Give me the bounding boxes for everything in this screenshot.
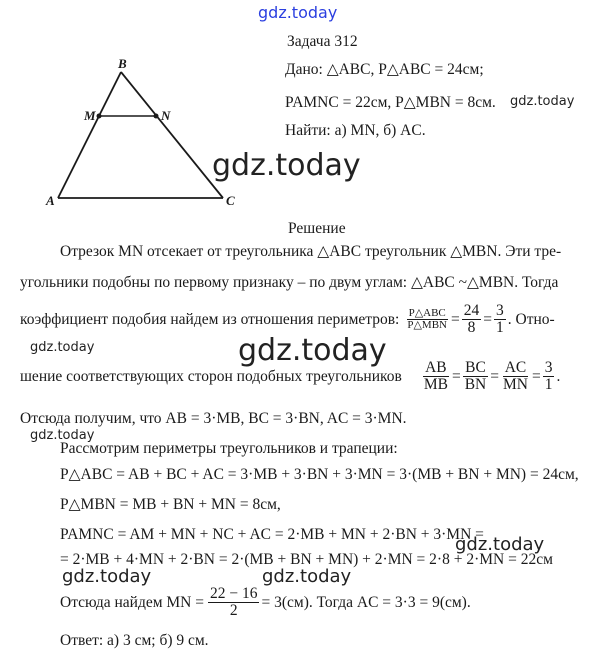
watermark-small-top: gdz.today (510, 94, 575, 109)
watermark-med-1: gdz.today (455, 534, 545, 555)
label-b: B (118, 58, 127, 71)
solution-line-6: Рассмотрим периметры треугольников и трапеции: (60, 440, 398, 457)
fraction-perimeters: $\frac{\text{P△ABC}}{\text{P△MBN}}$ (407, 306, 447, 332)
given-line-2: PAMNC = 22см, P△MBN = 8см. (285, 94, 496, 111)
fraction-mn-result: $\frac{22 - 16}{2}$ (209, 585, 258, 620)
watermark-small-low: gdz.today (30, 428, 95, 443)
find-line: Найти: а) MN, б) AC. (285, 122, 426, 139)
fraction-24-8: $\frac{24}{8}$ (463, 302, 480, 337)
solution-line-1: Отрезок MN отсекает от треугольника △ABC треугольник △MBN. Эти тре- (60, 243, 562, 260)
label-c: C (226, 193, 235, 208)
side-ab (58, 72, 121, 198)
given-line-1: Дано: △ABC, P△ABC = 24см; (285, 61, 484, 78)
label-n: N (161, 108, 171, 123)
solution-line-5: Отсюда получим, что AB = 3·MB, BC = 3·BN, AC = 3·MN. (20, 410, 407, 427)
triangle-figure (38, 58, 248, 210)
watermark-big-2: gdz.today (238, 333, 387, 368)
solution-line-10: = 2·MB + 4·MN + 2·BN = 2·(MB + BN + MN) + 2·MN = 2·8 + 2·MN = 22см (60, 551, 553, 568)
solution-heading: Решение (288, 220, 346, 237)
side-bc (121, 72, 223, 198)
answer-line: Ответ: а) 3 см; б) 9 см. (60, 632, 209, 649)
point-n (154, 114, 159, 119)
solution-line-3: коэффициент подобия найдем из отношения периметров: $\frac{\text{P△ABC}}{\text{P△MBN}}$ = $\frac{24}{8}$ = $\frac{3}{1}$ . Отно- (20, 302, 555, 337)
solution-line-2: угольники подобны по первому признаку – по двум углам: △ABC ~△MBN. Тогда (20, 274, 559, 291)
solution-line-7: P△ABC = AB + BC + AC = 3·MB + 3·BN + 3·MN = 3·(MB + BN + MN) = 24см, (60, 466, 579, 483)
fraction-ab-mb: $\frac{AB}{MB}$ (423, 359, 448, 394)
point-m (97, 114, 102, 119)
watermark-big-1: gdz.today (212, 148, 361, 183)
label-m: M (84, 108, 96, 123)
fraction-ac-mn: $\frac{AC}{MN}$ (502, 359, 528, 394)
solution-line-11: Отсюда найдем MN = $\frac{22 - 16}{2}$ = 3(см). Тогда AC = 3·3 = 9(см). (60, 585, 471, 620)
watermark-small-mid: gdz.today (30, 340, 95, 355)
solution-line-9: PAMNC = AM + MN + NC + AC = 2·MB + MN + 2·BN + 3·MN = (60, 526, 484, 543)
watermark-med-3: gdz.today (262, 566, 352, 587)
fraction-3-1: $\frac{3}{1}$ (496, 302, 504, 337)
solution-line-4: шение соответствующих сторон подобных треугольников $\frac{AB}{MB}$ = $\frac{BC}{BN}$ = $\frac{AC}{MN}$ = $\frac{3}{1}$ . (20, 359, 561, 394)
label-a: A (46, 193, 55, 208)
watermark-med-2: gdz.today (62, 566, 152, 587)
task-title: Задача 312 (287, 33, 358, 50)
solution-line-8: P△MBN = MB + BN + MN = 8см, (60, 496, 281, 513)
watermark-top: gdz.today (258, 3, 338, 22)
fraction-bc-bn: $\frac{BC}{BN}$ (464, 359, 487, 394)
fraction-3-1-b: $\frac{3}{1}$ (544, 359, 553, 394)
